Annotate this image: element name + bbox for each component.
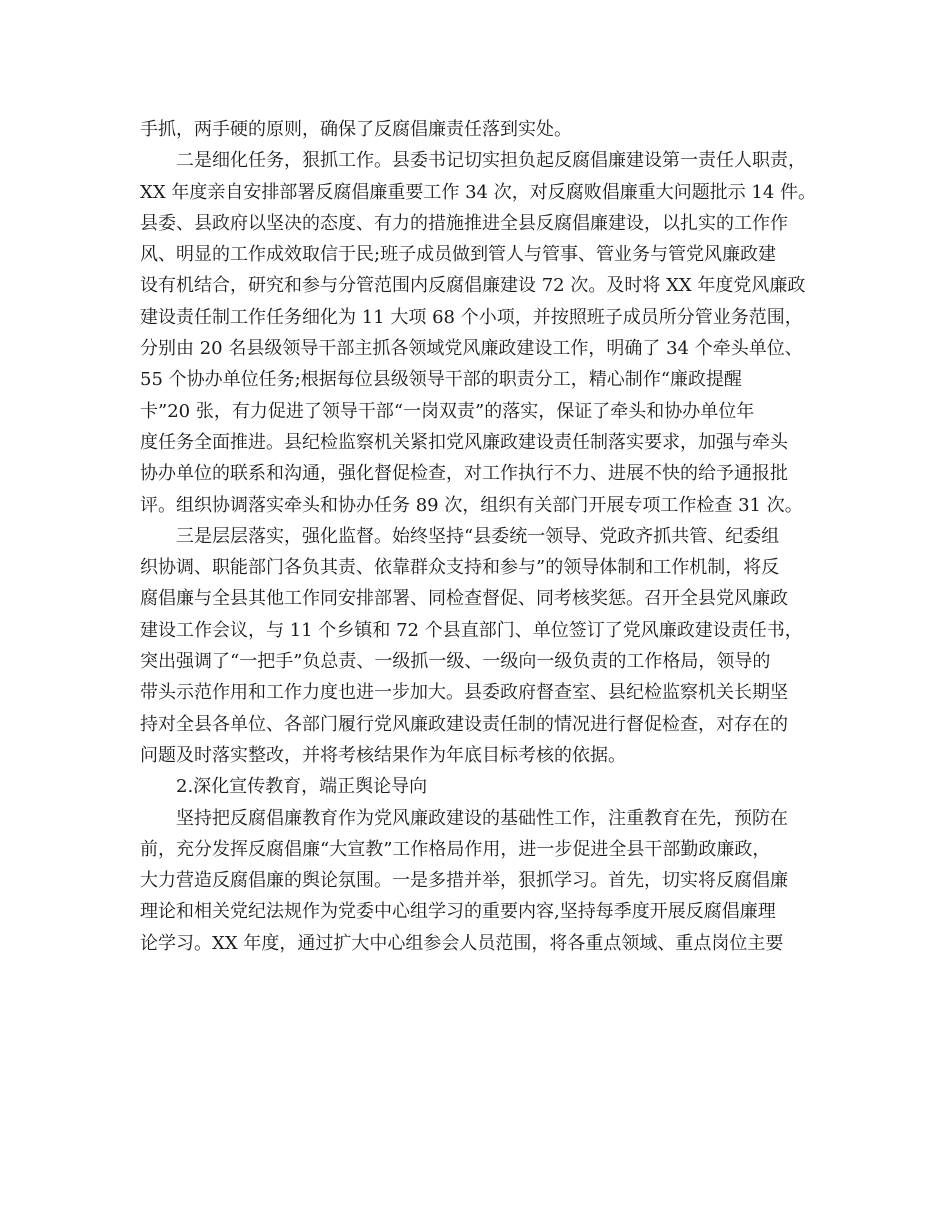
text-line: 建设工作会议，与 11 个乡镇和 72 个县直部门、单位签订了党风廉政建设责任书， [140,619,803,641]
text-line: XX 年度亲自安排部署反腐倡廉重要工作 34 次，对反腐败倡廉重大问题批示 14 件。 [140,181,817,203]
text-line: 突出强调了“一把手”负总责、一级抓一级、一级向一级负责的工作格局，领导的 [140,651,771,673]
text-line: 前，充分发挥反腐倡廉“大宣教”工作格局作用，进一步促进全县干部勤政廉政， [140,838,771,860]
text-line: 持对全县各单位、各部门履行党风廉政建设责任制的情况进行督促检查，对存在的 [140,713,788,735]
text-line: 二是细化任务，狠抓工作。县委书记切实担负起反腐倡廉建设第一责任人职责， [176,150,806,172]
text-line: 设有机结合，研究和参与分管范围内反腐倡廉建设 72 次。及时将 XX 年度党风廉政 [140,275,806,297]
text-line: 织协调、职能部门各负其责、依靠群众支持和参与”的领导体制和工作机制，将反 [140,557,780,579]
text-line: 问题及时落实整改，并将考核结果作为年底目标考核的依据。 [140,744,626,766]
text-line: 论学习。XX 年度，通过扩大中心组参会人员范围，将各重点领域、重点岗位主要 [140,932,784,954]
text-line: 县委、县政府以坚决的态度、有力的措施推进全县反腐倡廉建设，以扎实的工作作 [140,212,788,234]
document-body [140,114,815,959]
text-line: 三是层层落实，强化监督。始终坚持“县委统一领导、党政齐抓共管、纪委组 [176,525,780,547]
text-line: 建设责任制工作任务细化为 11 大项 68 个小项，并按照班子成员所分管业务范围， [140,306,803,328]
text-line: 度任务全面推进。县纪检监察机关紧扣党风廉政建设责任制落实要求，加强与牵头 [140,431,788,453]
text-line: 评。组织协调落实牵头和协办任务 89 次，组织有关部门开展专项工作检查 31 次。 [140,494,803,516]
text-line: 55 个协办单位任务;根据每位县级领导干部的职责分工，精心制作“廉政提醒 [140,369,742,391]
text-line: 理论和相关党纪法规作为党委中心组学习的重要内容,坚持每季度开展反腐倡廉理 [140,901,776,923]
text-line: 腐倡廉与全县其他工作同安排部署、同检查督促、同考核奖惩。召开全县党风廉政 [140,588,788,610]
text-line: 分别由 20 名县级领导干部主抓各领域党风廉政建设工作，明确了 34 个牵头单位、 [140,338,803,360]
text-line: 坚持把反腐倡廉教育作为党风廉政建设的基础性工作，注重教育在先，预防在 [176,807,788,829]
text-line: 卡”20 张，有力促进了领导干部“一岗双责”的落实，保证了牵头和协办单位年 [140,400,755,422]
text-line: 手抓，两手硬的原则，确保了反腐倡廉责任落到实处。 [140,119,572,140]
text-line: 协办单位的联系和沟通，强化督促检查，对工作执行不力、进展不快的给予通报批 [140,463,788,485]
text-line: 带头示范作用和工作力度也进一步加大。县委政府督查室、县纪检监察机关长期坚 [140,682,788,704]
text-line: 大力营造反腐倡廉的舆论氛围。一是多措并举，狠抓学习。首先，切实将反腐倡廉 [140,870,788,892]
text-line: 风、明显的工作成效取信于民;班子成员做到管人与管事、管业务与管党风廉政建 [140,244,777,266]
section-heading: 2.深化宣传教育，端正舆论导向 [176,776,428,798]
